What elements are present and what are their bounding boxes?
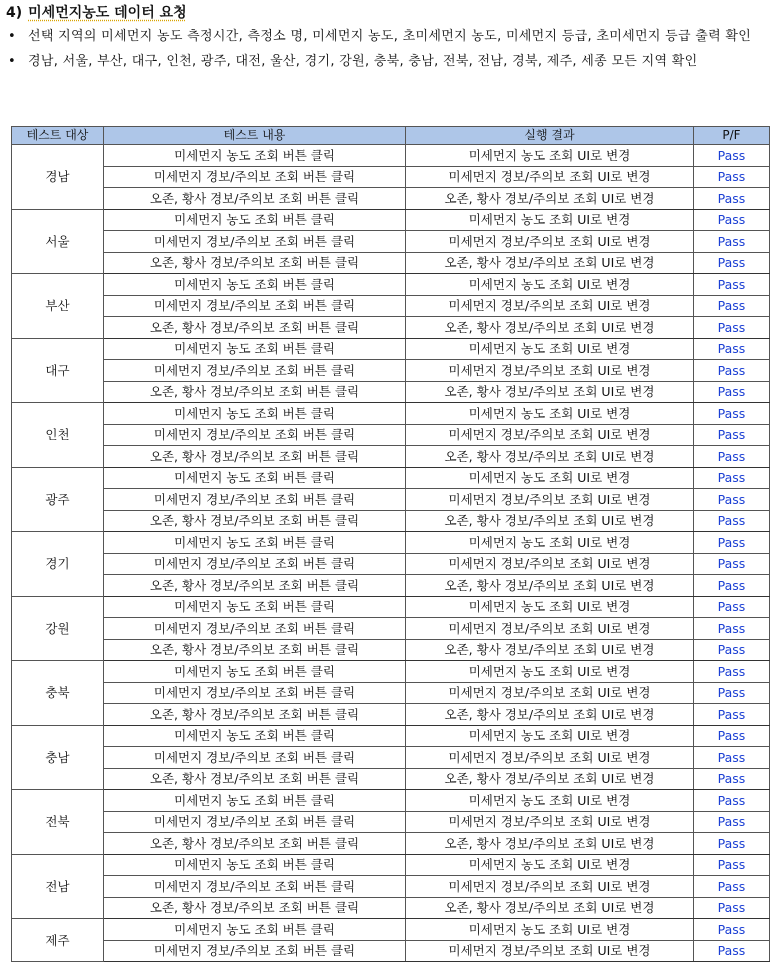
- execution-result-cell: 미세먼지 농도 조회 UI로 변경: [406, 661, 694, 683]
- test-content-cell: 미세먼지 경보/주의보 조회 버튼 클릭: [104, 360, 406, 382]
- table-row: [12, 618, 770, 640]
- execution-result-cell: 오존, 황사 경보/주의보 조회 UI로 변경: [406, 252, 694, 274]
- test-content-cell: 미세먼지 경보/주의보 조회 버튼 클릭: [104, 489, 406, 511]
- bullet-item: [6, 51, 768, 73]
- test-content-cell: 미세먼지 경보/주의보 조회 버튼 클릭: [104, 618, 406, 640]
- pass-fail-cell: Pass: [694, 618, 770, 640]
- region-cell: 전남: [12, 854, 104, 919]
- test-content-cell: 오존, 황사 경보/주의보 조회 버튼 클릭: [104, 704, 406, 726]
- region-cell: 부산: [12, 274, 104, 339]
- execution-result-cell: 미세먼지 농도 조회 UI로 변경: [406, 725, 694, 747]
- test-results-table: [11, 126, 770, 962]
- table-row: [12, 338, 770, 360]
- execution-result-cell: 미세먼지 경보/주의보 조회 UI로 변경: [406, 940, 694, 962]
- pass-fail-cell: Pass: [694, 854, 770, 876]
- test-content-cell: 미세먼지 경보/주의보 조회 버튼 클릭: [104, 295, 406, 317]
- execution-result-cell: 미세먼지 농도 조회 UI로 변경: [406, 919, 694, 941]
- test-content-cell: 미세먼지 경보/주의보 조회 버튼 클릭: [104, 166, 406, 188]
- test-content-cell: 미세먼지 농도 조회 버튼 클릭: [104, 338, 406, 360]
- bullet-symbol: •: [8, 29, 16, 44]
- table-row: [12, 940, 770, 962]
- test-content-cell: 미세먼지 농도 조회 버튼 클릭: [104, 467, 406, 489]
- pass-fail-cell: Pass: [694, 209, 770, 231]
- pass-fail-cell: Pass: [694, 790, 770, 812]
- execution-result-cell: 오존, 황사 경보/주의보 조회 UI로 변경: [406, 639, 694, 661]
- header-execution-result: 실행 결과: [406, 127, 694, 145]
- test-content-cell: 미세먼지 경보/주의보 조회 버튼 클릭: [104, 876, 406, 898]
- pass-fail-cell: Pass: [694, 704, 770, 726]
- header-pass-fail: P/F: [694, 127, 770, 145]
- section-heading: [6, 2, 187, 22]
- execution-result-cell: 미세먼지 농도 조회 UI로 변경: [406, 854, 694, 876]
- table-row: [12, 295, 770, 317]
- execution-result-cell: 오존, 황사 경보/주의보 조회 UI로 변경: [406, 897, 694, 919]
- header-test-target: 테스트 대상: [12, 127, 104, 145]
- pass-fail-cell: Pass: [694, 231, 770, 253]
- test-content-cell: 오존, 황사 경보/주의보 조회 버튼 클릭: [104, 639, 406, 661]
- test-content-cell: 미세먼지 농도 조회 버튼 클릭: [104, 145, 406, 167]
- region-cell: 경남: [12, 145, 104, 210]
- execution-result-cell: 미세먼지 경보/주의보 조회 UI로 변경: [406, 811, 694, 833]
- table-row: [12, 403, 770, 425]
- table-row: [12, 704, 770, 726]
- pass-fail-cell: Pass: [694, 553, 770, 575]
- execution-result-cell: 미세먼지 경보/주의보 조회 UI로 변경: [406, 231, 694, 253]
- table-row: [12, 575, 770, 597]
- region-cell: 서울: [12, 209, 104, 274]
- test-content-cell: 미세먼지 농도 조회 버튼 클릭: [104, 790, 406, 812]
- table-row: [12, 553, 770, 575]
- test-content-cell: 오존, 황사 경보/주의보 조회 버튼 클릭: [104, 575, 406, 597]
- table-row: [12, 274, 770, 296]
- test-content-cell: 오존, 황사 경보/주의보 조회 버튼 클릭: [104, 897, 406, 919]
- execution-result-cell: 미세먼지 경보/주의보 조회 UI로 변경: [406, 166, 694, 188]
- table-row: [12, 231, 770, 253]
- pass-fail-cell: Pass: [694, 682, 770, 704]
- execution-result-cell: 오존, 황사 경보/주의보 조회 UI로 변경: [406, 188, 694, 210]
- table-row: [12, 747, 770, 769]
- table-row: [12, 446, 770, 468]
- test-content-cell: 미세먼지 경보/주의보 조회 버튼 클릭: [104, 231, 406, 253]
- test-content-cell: 오존, 황사 경보/주의보 조회 버튼 클릭: [104, 446, 406, 468]
- pass-fail-cell: Pass: [694, 274, 770, 296]
- region-cell: 전북: [12, 790, 104, 855]
- execution-result-cell: 미세먼지 경보/주의보 조회 UI로 변경: [406, 489, 694, 511]
- pass-fail-cell: Pass: [694, 833, 770, 855]
- table-row: [12, 725, 770, 747]
- header-test-content: 테스트 내용: [104, 127, 406, 145]
- pass-fail-cell: Pass: [694, 145, 770, 167]
- pass-fail-cell: Pass: [694, 338, 770, 360]
- test-content-cell: 미세먼지 경보/주의보 조회 버튼 클릭: [104, 811, 406, 833]
- execution-result-cell: 미세먼지 경보/주의보 조회 UI로 변경: [406, 553, 694, 575]
- test-content-cell: 오존, 황사 경보/주의보 조회 버튼 클릭: [104, 188, 406, 210]
- table-row: [12, 209, 770, 231]
- execution-result-cell: 오존, 황사 경보/주의보 조회 UI로 변경: [406, 510, 694, 532]
- region-cell: 제주: [12, 919, 104, 962]
- test-content-cell: 미세먼지 경보/주의보 조회 버튼 클릭: [104, 682, 406, 704]
- execution-result-cell: 미세먼지 경보/주의보 조회 UI로 변경: [406, 618, 694, 640]
- section-number: 4): [6, 5, 23, 21]
- region-cell: 대구: [12, 338, 104, 403]
- table-row: [12, 489, 770, 511]
- pass-fail-cell: Pass: [694, 747, 770, 769]
- execution-result-cell: 미세먼지 경보/주의보 조회 UI로 변경: [406, 295, 694, 317]
- test-content-cell: 미세먼지 경보/주의보 조회 버튼 클릭: [104, 940, 406, 962]
- pass-fail-cell: Pass: [694, 768, 770, 790]
- pass-fail-cell: Pass: [694, 940, 770, 962]
- test-content-cell: 미세먼지 농도 조회 버튼 클릭: [104, 209, 406, 231]
- test-content-cell: 미세먼지 경보/주의보 조회 버튼 클릭: [104, 553, 406, 575]
- table-row: [12, 532, 770, 554]
- test-content-cell: 미세먼지 농도 조회 버튼 클릭: [104, 725, 406, 747]
- test-content-cell: 오존, 황사 경보/주의보 조회 버튼 클릭: [104, 833, 406, 855]
- bullet-symbol: •: [8, 54, 16, 69]
- pass-fail-cell: Pass: [694, 575, 770, 597]
- table-row: [12, 682, 770, 704]
- execution-result-cell: 미세먼지 농도 조회 UI로 변경: [406, 467, 694, 489]
- execution-result-cell: 미세먼지 농도 조회 UI로 변경: [406, 790, 694, 812]
- pass-fail-cell: Pass: [694, 381, 770, 403]
- region-cell: 충북: [12, 661, 104, 726]
- pass-fail-cell: Pass: [694, 188, 770, 210]
- execution-result-cell: 오존, 황사 경보/주의보 조회 UI로 변경: [406, 768, 694, 790]
- bullet-text: 선택 지역의 미세먼지 농도 측정시간, 측정소 명, 미세먼지 농도, 초미세먼지 농도, 미세먼지 등급, 초미세먼지 등급 출력 확인: [28, 29, 752, 44]
- table-row: [12, 639, 770, 661]
- pass-fail-cell: Pass: [694, 897, 770, 919]
- execution-result-cell: 오존, 황사 경보/주의보 조회 UI로 변경: [406, 704, 694, 726]
- region-cell: 인천: [12, 403, 104, 468]
- bullet-item: [6, 26, 768, 48]
- pass-fail-cell: Pass: [694, 467, 770, 489]
- table-header-row: [12, 127, 770, 145]
- table-row: [12, 596, 770, 618]
- region-cell: 경기: [12, 532, 104, 597]
- execution-result-cell: 미세먼지 농도 조회 UI로 변경: [406, 274, 694, 296]
- table-row: [12, 897, 770, 919]
- test-content-cell: 오존, 황사 경보/주의보 조회 버튼 클릭: [104, 252, 406, 274]
- table-row: [12, 768, 770, 790]
- execution-result-cell: 미세먼지 경보/주의보 조회 UI로 변경: [406, 747, 694, 769]
- pass-fail-cell: Pass: [694, 919, 770, 941]
- test-content-cell: 미세먼지 농도 조회 버튼 클릭: [104, 403, 406, 425]
- table-row: [12, 790, 770, 812]
- pass-fail-cell: Pass: [694, 252, 770, 274]
- pass-fail-cell: Pass: [694, 876, 770, 898]
- execution-result-cell: 미세먼지 농도 조회 UI로 변경: [406, 403, 694, 425]
- execution-result-cell: 미세먼지 농도 조회 UI로 변경: [406, 145, 694, 167]
- test-content-cell: 오존, 황사 경보/주의보 조회 버튼 클릭: [104, 317, 406, 339]
- table-row: [12, 854, 770, 876]
- pass-fail-cell: Pass: [694, 510, 770, 532]
- table-row: [12, 661, 770, 683]
- region-cell: 강원: [12, 596, 104, 661]
- execution-result-cell: 오존, 황사 경보/주의보 조회 UI로 변경: [406, 575, 694, 597]
- pass-fail-cell: Pass: [694, 532, 770, 554]
- table-row: [12, 145, 770, 167]
- test-content-cell: 미세먼지 농도 조회 버튼 클릭: [104, 854, 406, 876]
- pass-fail-cell: Pass: [694, 166, 770, 188]
- test-content-cell: 오존, 황사 경보/주의보 조회 버튼 클릭: [104, 510, 406, 532]
- execution-result-cell: 오존, 황사 경보/주의보 조회 UI로 변경: [406, 317, 694, 339]
- table-row: [12, 381, 770, 403]
- test-content-cell: 미세먼지 농도 조회 버튼 클릭: [104, 596, 406, 618]
- table-row: [12, 919, 770, 941]
- table-row: [12, 188, 770, 210]
- execution-result-cell: 미세먼지 경보/주의보 조회 UI로 변경: [406, 424, 694, 446]
- execution-result-cell: 미세먼지 경보/주의보 조회 UI로 변경: [406, 876, 694, 898]
- execution-result-cell: 오존, 황사 경보/주의보 조회 UI로 변경: [406, 381, 694, 403]
- execution-result-cell: 미세먼지 경보/주의보 조회 UI로 변경: [406, 360, 694, 382]
- pass-fail-cell: Pass: [694, 424, 770, 446]
- table-row: [12, 510, 770, 532]
- table-row: [12, 424, 770, 446]
- bullet-text: 경남, 서울, 부산, 대구, 인천, 광주, 대전, 울산, 경기, 강원, 충북, 충남, 전북, 전남, 경북, 제주, 세종 모든 지역 확인: [28, 54, 698, 69]
- table-row: [12, 360, 770, 382]
- table-row: [12, 317, 770, 339]
- table-row: [12, 811, 770, 833]
- execution-result-cell: 미세먼지 농도 조회 UI로 변경: [406, 209, 694, 231]
- table-row: [12, 166, 770, 188]
- test-content-cell: 미세먼지 농도 조회 버튼 클릭: [104, 274, 406, 296]
- pass-fail-cell: Pass: [694, 360, 770, 382]
- table-row: [12, 467, 770, 489]
- pass-fail-cell: Pass: [694, 596, 770, 618]
- region-cell: 충남: [12, 725, 104, 790]
- pass-fail-cell: Pass: [694, 295, 770, 317]
- test-content-cell: 오존, 황사 경보/주의보 조회 버튼 클릭: [104, 768, 406, 790]
- execution-result-cell: 미세먼지 농도 조회 UI로 변경: [406, 338, 694, 360]
- table-row: [12, 876, 770, 898]
- table-row: [12, 252, 770, 274]
- test-content-cell: 미세먼지 농도 조회 버튼 클릭: [104, 919, 406, 941]
- execution-result-cell: 미세먼지 경보/주의보 조회 UI로 변경: [406, 682, 694, 704]
- test-content-cell: 오존, 황사 경보/주의보 조회 버튼 클릭: [104, 381, 406, 403]
- pass-fail-cell: Pass: [694, 489, 770, 511]
- pass-fail-cell: Pass: [694, 811, 770, 833]
- bullet-list: [6, 26, 768, 76]
- pass-fail-cell: Pass: [694, 403, 770, 425]
- execution-result-cell: 미세먼지 농도 조회 UI로 변경: [406, 532, 694, 554]
- test-content-cell: 미세먼지 경보/주의보 조회 버튼 클릭: [104, 747, 406, 769]
- pass-fail-cell: Pass: [694, 661, 770, 683]
- table-row: [12, 833, 770, 855]
- pass-fail-cell: Pass: [694, 446, 770, 468]
- test-content-cell: 미세먼지 경보/주의보 조회 버튼 클릭: [104, 424, 406, 446]
- execution-result-cell: 오존, 황사 경보/주의보 조회 UI로 변경: [406, 446, 694, 468]
- table-body: [12, 145, 770, 962]
- region-cell: 광주: [12, 467, 104, 532]
- execution-result-cell: 미세먼지 농도 조회 UI로 변경: [406, 596, 694, 618]
- section-title: 미세먼지농도 데이터 요청: [28, 5, 187, 21]
- pass-fail-cell: Pass: [694, 725, 770, 747]
- test-content-cell: 미세먼지 농도 조회 버튼 클릭: [104, 661, 406, 683]
- pass-fail-cell: Pass: [694, 317, 770, 339]
- pass-fail-cell: Pass: [694, 639, 770, 661]
- execution-result-cell: 오존, 황사 경보/주의보 조회 UI로 변경: [406, 833, 694, 855]
- test-content-cell: 미세먼지 농도 조회 버튼 클릭: [104, 532, 406, 554]
